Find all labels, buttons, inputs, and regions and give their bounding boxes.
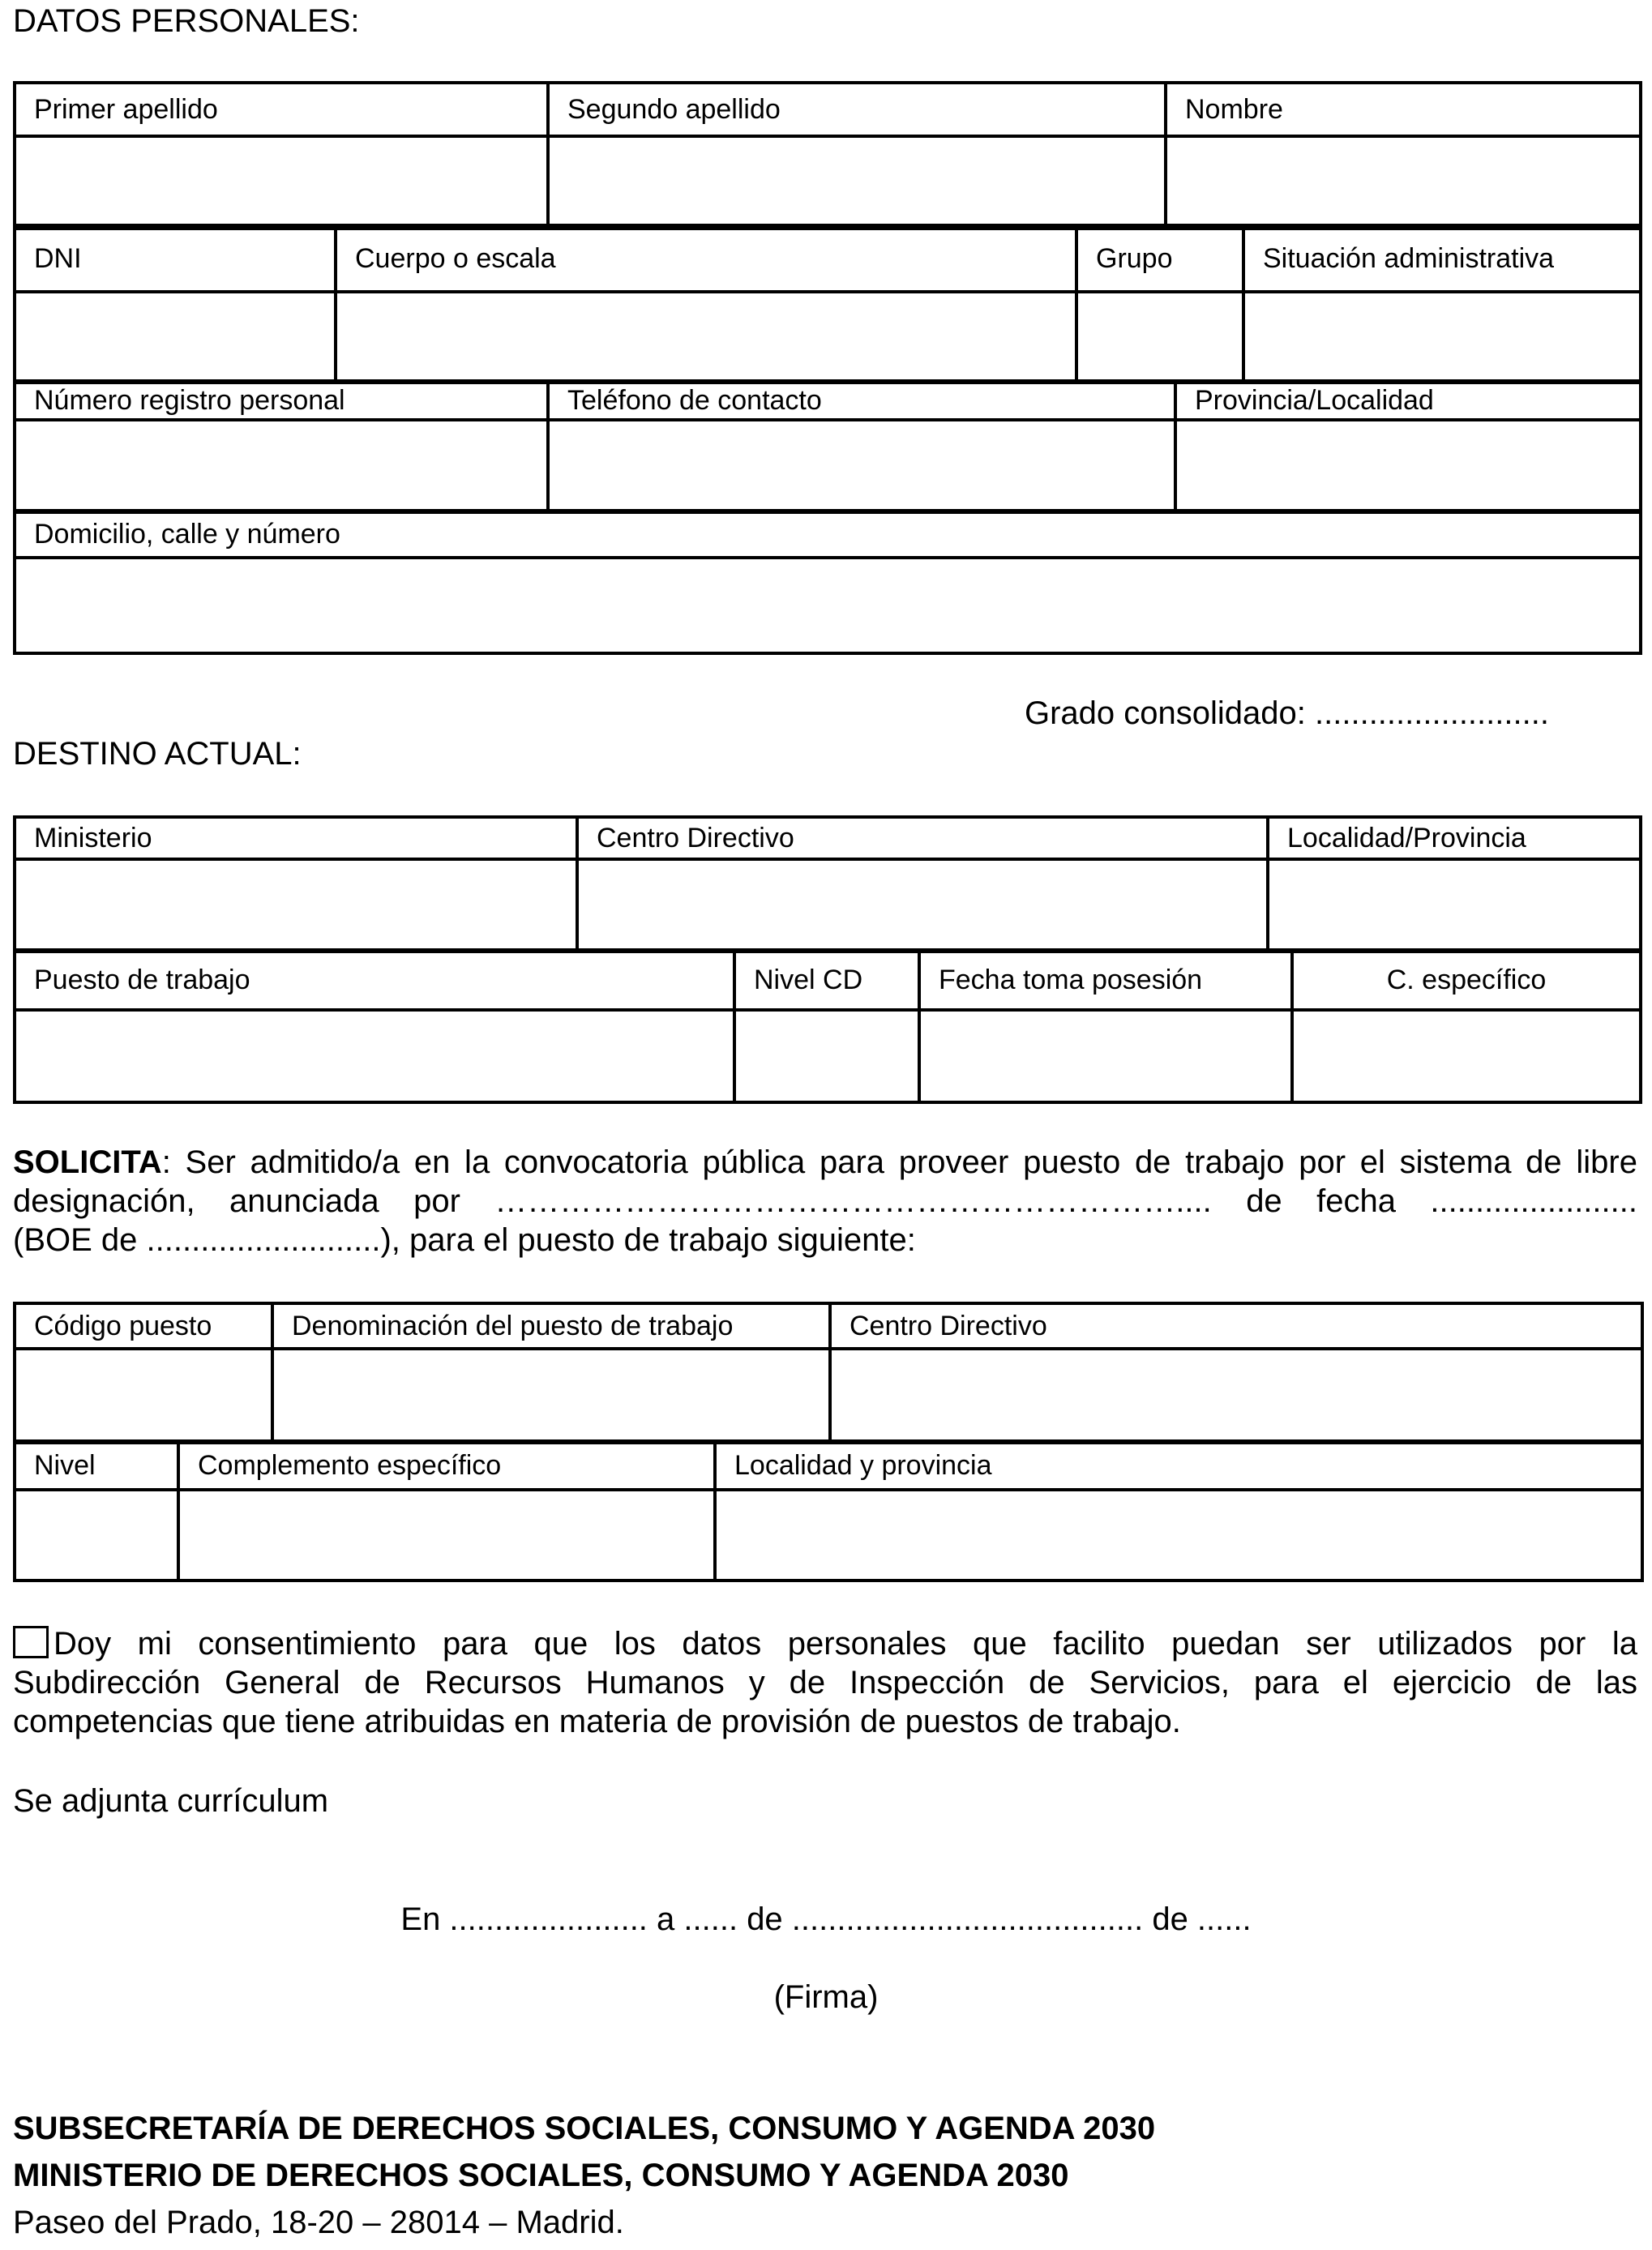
personal-table-row2 — [13, 224, 1642, 384]
domicilio-label: Domicilio, calle y número — [15, 511, 1641, 558]
telefono-label: Teléfono de contacto — [548, 381, 1175, 420]
cuerpo-field[interactable] — [336, 292, 1076, 383]
segundo-apellido-label: Segundo apellido — [548, 83, 1166, 136]
ministerio-label: Ministerio — [15, 817, 577, 859]
consent-line-3: competencias que tiene atribuidas en materia de provisión de puestos de trabajo. — [13, 1704, 1181, 1739]
consent-paragraph — [13, 1624, 1637, 1741]
puesto-trabajo-field[interactable] — [15, 1010, 734, 1102]
segundo-apellido-field[interactable] — [548, 136, 1166, 229]
consent-checkbox[interactable] — [13, 1626, 49, 1658]
situacion-label: Situación administrativa — [1243, 225, 1641, 292]
telefono-field[interactable] — [548, 420, 1175, 512]
denominacion-field[interactable] — [272, 1349, 830, 1443]
localidad-y-provincia-label: Localidad y provincia — [715, 1441, 1642, 1490]
solicita-label: SOLICITA — [13, 1144, 162, 1180]
nivel-field[interactable] — [15, 1490, 178, 1581]
nivel-cd-field[interactable] — [734, 1010, 919, 1102]
nombre-label: Nombre — [1166, 83, 1641, 136]
consent-line-2: Subdirección General de Recursos Humanos y de Inspección de Servicios, para el ejercicio de las — [13, 1665, 1637, 1700]
dni-label: DNI — [15, 225, 336, 292]
personal-table-row1 — [13, 81, 1642, 230]
firma-label: (Firma) — [773, 1979, 879, 2015]
adjunta-curriculum: Se adjunta currículum — [13, 1783, 329, 1819]
grado-consolidado: Grado consolidado: .......................... — [1025, 695, 1549, 731]
primer-apellido-label: Primer apellido — [15, 83, 548, 136]
solicita-paragraph — [13, 1143, 1637, 1260]
puesto-centro-directivo-label: Centro Directivo — [830, 1303, 1642, 1349]
cuerpo-label: Cuerpo o escala — [336, 225, 1076, 292]
nivel-cd-label: Nivel CD — [734, 950, 919, 1010]
fecha-posesion-field[interactable] — [919, 1010, 1292, 1102]
solicita-line-3: (BOE de ..........................), para el puesto de trabajo siguiente: — [13, 1222, 916, 1258]
denominacion-label: Denominación del puesto de trabajo — [272, 1303, 830, 1349]
puesto-table-row2 — [13, 1439, 1644, 1582]
destino-table-row2 — [13, 948, 1642, 1104]
puesto-centro-directivo-field[interactable] — [830, 1349, 1642, 1443]
c-especifico-label: C. específico — [1292, 950, 1641, 1010]
solicita-line-1-text: : Ser admitido/a en la convocatoria pública para proveer puesto de trabajo por el sistema de libre — [161, 1144, 1637, 1180]
localidad-provincia-field[interactable] — [1268, 859, 1641, 952]
grupo-field[interactable] — [1076, 292, 1243, 383]
personal-table-row3 — [13, 379, 1642, 514]
destino-heading: DESTINO ACTUAL: — [13, 736, 302, 772]
provincia-label: Provincia/Localidad — [1175, 381, 1641, 420]
solicita-line-2: designación, anunciada por ……………………………………………………….... de fecha ....................... — [13, 1183, 1637, 1219]
personal-heading: DATOS PERSONALES: — [13, 3, 360, 39]
complemento-label: Complemento específico — [178, 1441, 715, 1490]
nombre-field[interactable] — [1166, 136, 1641, 229]
codigo-puesto-label: Código puesto — [15, 1303, 272, 1349]
centro-directivo-field[interactable] — [577, 859, 1268, 952]
footer-subsecretaria: SUBSECRETARÍA DE DERECHOS SOCIALES, CONSUMO Y AGENDA 2030 — [13, 2111, 1156, 2146]
solicita-line-1 — [13, 1143, 1637, 1182]
complemento-field[interactable] — [178, 1490, 715, 1581]
registro-field[interactable] — [15, 420, 548, 512]
footer-ministerio: MINISTERIO DE DERECHOS SOCIALES, CONSUMO Y AGENDA 2030 — [13, 2158, 1069, 2193]
place-date-line: En ...................... a ...... de ....................................... de ...... — [400, 1901, 1252, 1937]
consent-line-1-text: Doy mi consentimiento para que los datos personales que facilito puedan ser utilizados por la — [53, 1626, 1637, 1662]
dni-field[interactable] — [15, 292, 336, 383]
domicilio-field[interactable] — [15, 558, 1641, 653]
grupo-label: Grupo — [1076, 225, 1243, 292]
consent-line-1 — [13, 1624, 1637, 1663]
localidad-y-provincia-field[interactable] — [715, 1490, 1642, 1581]
registro-label: Número registro personal — [15, 381, 548, 420]
personal-table-row4 — [13, 509, 1642, 655]
provincia-field[interactable] — [1175, 420, 1641, 512]
puesto-table-row1 — [13, 1302, 1644, 1444]
nivel-label: Nivel — [15, 1441, 178, 1490]
footer-address: Paseo del Prado, 18-20 – 28014 – Madrid. — [13, 2205, 624, 2240]
situacion-field[interactable] — [1243, 292, 1641, 383]
destino-table-row1 — [13, 815, 1642, 953]
primer-apellido-field[interactable] — [15, 136, 548, 229]
centro-directivo-label: Centro Directivo — [577, 817, 1268, 859]
codigo-puesto-field[interactable] — [15, 1349, 272, 1443]
localidad-provincia-label: Localidad/Provincia — [1268, 817, 1641, 859]
ministerio-field[interactable] — [15, 859, 577, 952]
fecha-posesion-label: Fecha toma posesión — [919, 950, 1292, 1010]
puesto-trabajo-label: Puesto de trabajo — [15, 950, 734, 1010]
c-especifico-field[interactable] — [1292, 1010, 1641, 1102]
